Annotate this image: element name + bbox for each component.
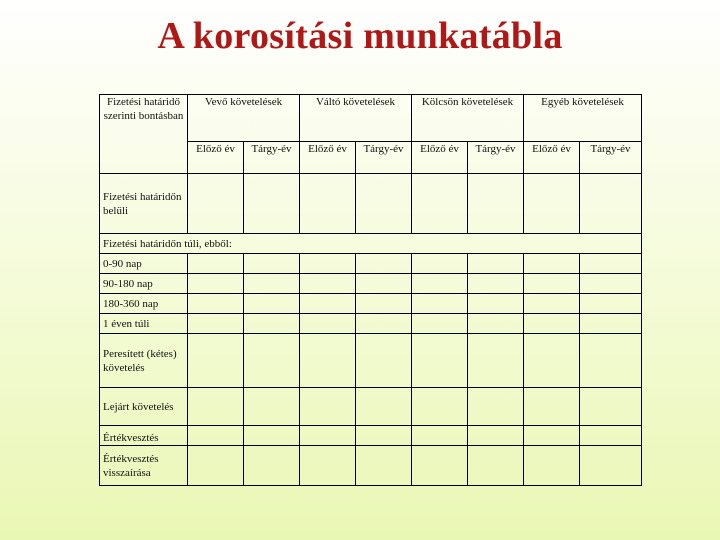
group-header-egyeb: Egyéb követelések: [524, 95, 642, 142]
stub-header: Fizetési határidő szerinti bontásban: [100, 95, 188, 174]
subheader-current-year: Tárgy-év: [468, 141, 524, 173]
row-label: 90-180 nap: [100, 274, 188, 294]
subheader-current-year: Tárgy-év: [356, 141, 412, 173]
subheader-prev-year: Előző év: [300, 141, 356, 173]
row-label: Fizetési határidőn belüli: [100, 174, 188, 234]
subheader-current-year: Tárgy-év: [244, 141, 300, 173]
row-label: Értékvesztés: [100, 426, 188, 446]
subheader-prev-year: Előző év: [412, 141, 468, 173]
group-header-valto: Váltó követelések: [300, 95, 412, 142]
row-label: 1 éven túli: [100, 314, 188, 334]
subheader-prev-year: Előző év: [524, 141, 580, 173]
aging-worksheet-table: [99, 94, 642, 486]
row-label: Értékvesztés visszaírása: [100, 446, 188, 486]
subheader-prev-year: Előző év: [188, 141, 244, 173]
group-header-kolcson: Kölcsön követelések: [412, 95, 524, 142]
row-label: Peresített (kétes) követelés: [100, 334, 188, 388]
slide-title: A korosítási munkatábla: [157, 15, 563, 57]
row-label: Fizetési határidőn túli, ebből:: [100, 234, 642, 254]
subheader-current-year: Tárgy-év: [580, 141, 642, 173]
row-label: Lejárt követelés: [100, 388, 188, 426]
row-label: 180-360 nap: [100, 294, 188, 314]
row-label: 0-90 nap: [100, 254, 188, 274]
group-header-vevo: Vevő követelések: [188, 95, 300, 142]
